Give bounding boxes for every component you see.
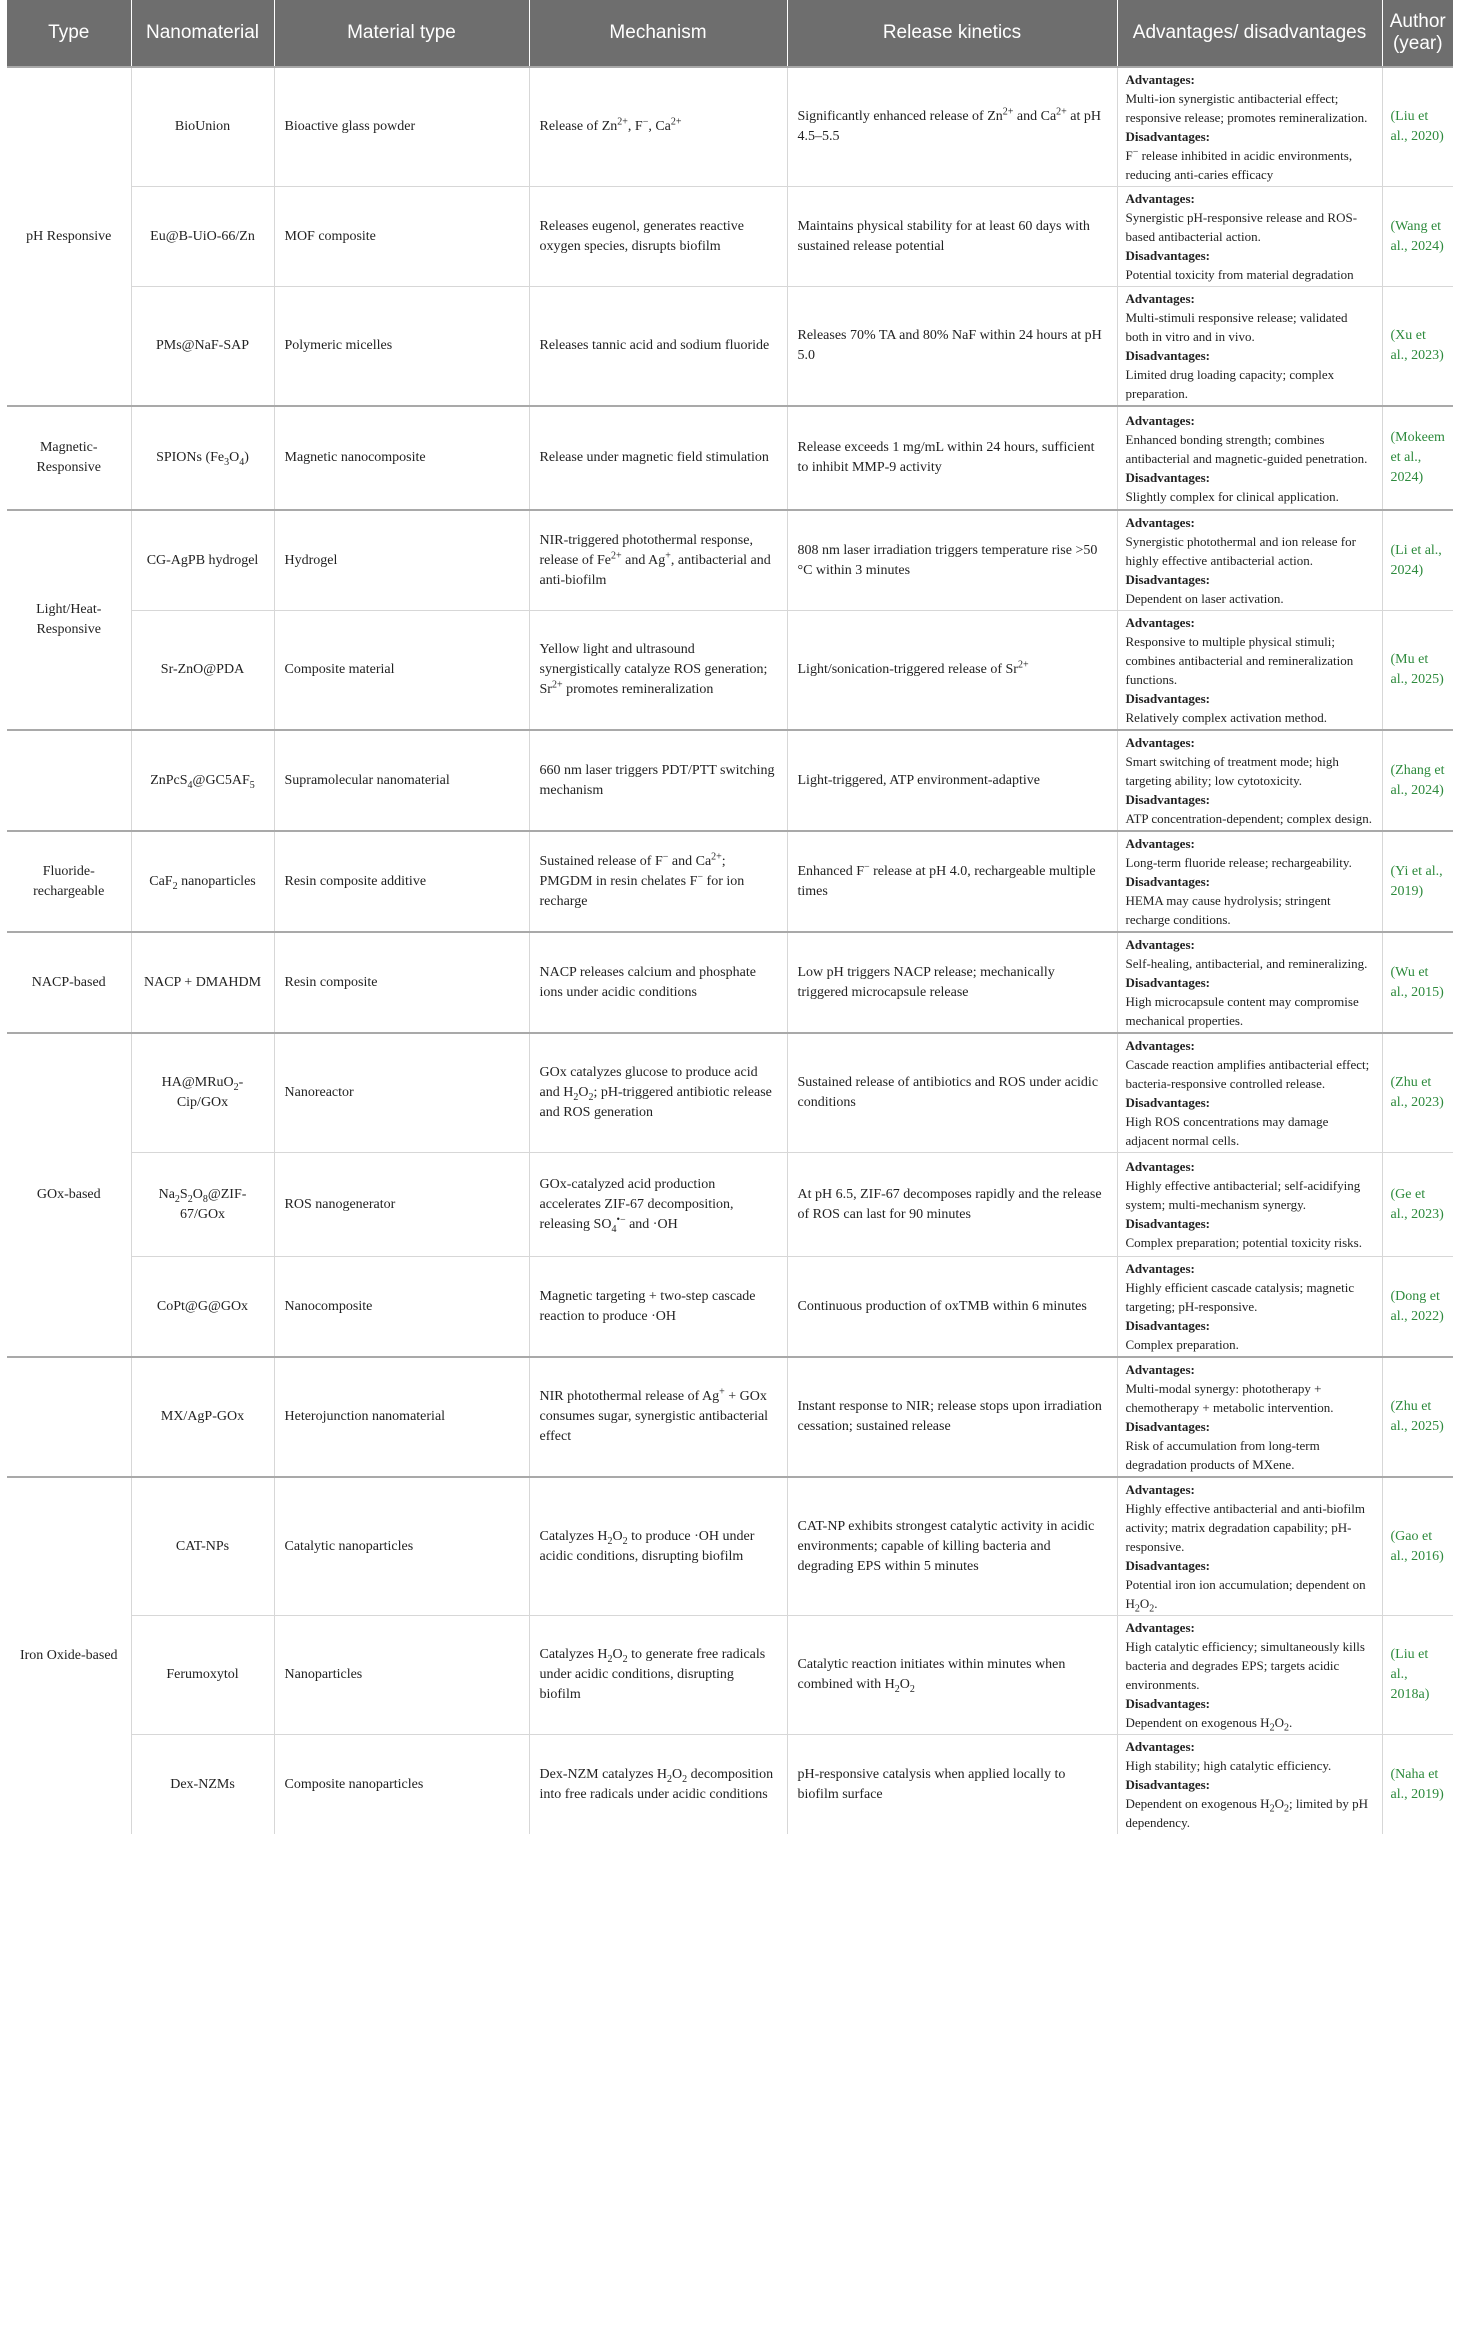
release-kinetics-cell: Low pH triggers NACP release; mechanically triggered microcapsule release xyxy=(787,932,1117,1033)
type-cell: Fluoride-rechargeable xyxy=(7,831,131,932)
release-kinetics-cell: Release exceeds 1 mg/mL within 24 hours, sufficient to inhibit MMP-9 activity xyxy=(787,406,1117,510)
nanomaterial-cell: Eu@B-UiO-66/Zn xyxy=(131,187,274,287)
disadvantages-text: Relatively complex activation method. xyxy=(1125,710,1327,725)
table-row xyxy=(7,1616,1453,1735)
disadvantages-label: Disadvantages: xyxy=(1125,1419,1211,1434)
material-type-cell: Catalytic nanoparticles xyxy=(274,1477,529,1616)
material-type-cell: MOF composite xyxy=(274,187,529,287)
mechanism-cell: Releases tannic acid and sodium fluoride xyxy=(529,287,787,407)
advantages-text: Highly effective antibacterial and anti-biofilm activity; matrix degradation capability; pH-responsive. xyxy=(1125,1501,1365,1554)
advantages-text: Cascade reaction amplifies antibacterial effect; bacteria-responsive controlled release. xyxy=(1125,1057,1370,1091)
advantages-cell xyxy=(1117,187,1382,287)
nanomaterial-cell: Dex-NZMs xyxy=(131,1735,274,1835)
release-kinetics-cell: Significantly enhanced release of $Zn^{2+}$ and $Ca^{2+}$ at pH 4.5–5.5 xyxy=(787,67,1117,187)
disadvantages-text: Dependent on exogenous $H_2O_2$. xyxy=(1125,1715,1293,1734)
author-citation-link[interactable]: (Zhang et al., 2024) xyxy=(1382,730,1453,831)
type-cell: Light/Heat-Responsive xyxy=(7,510,131,730)
advantages-text: Self-healing, antibacterial, and remineralizing. xyxy=(1125,956,1368,971)
advantages-cell xyxy=(1117,1153,1382,1257)
disadvantages-label: Disadvantages: xyxy=(1125,572,1211,587)
column-header: Nanomaterial xyxy=(131,0,274,67)
material-type-cell: Heterojunction nanomaterial xyxy=(274,1357,529,1477)
advantages-label: Advantages: xyxy=(1125,615,1195,630)
advantages-text: Highly efficient cascade catalysis; magnetic targeting; pH-responsive. xyxy=(1125,1280,1355,1314)
author-citation-link[interactable]: (Xu et al., 2023) xyxy=(1382,287,1453,407)
type-cell: Magnetic-Responsive xyxy=(7,406,131,510)
author-citation-link[interactable]: (Yi et al., 2019) xyxy=(1382,831,1453,932)
table-row xyxy=(7,67,1453,187)
advantages-cell xyxy=(1117,932,1382,1033)
disadvantages-text: HEMA may cause hydrolysis; stringent recharge conditions. xyxy=(1125,893,1331,927)
table-row xyxy=(7,1153,1453,1257)
table-row xyxy=(7,187,1453,287)
disadvantages-label: Disadvantages: xyxy=(1125,1318,1211,1333)
disadvantages-text: High ROS concentrations may damage adjacent normal cells. xyxy=(1125,1114,1329,1148)
advantages-cell xyxy=(1117,1735,1382,1835)
advantages-label: Advantages: xyxy=(1125,1362,1195,1377)
advantages-text: High catalytic efficiency; simultaneously kills bacteria and degrades EPS; targets acidic environments. xyxy=(1125,1639,1365,1692)
mechanism-cell: Release of $Zn^{2+}$, F−, $Ca^{2+}$ xyxy=(529,67,787,187)
advantages-label: Advantages: xyxy=(1125,1482,1195,1497)
disadvantages-text: ATP concentration-dependent; complex design. xyxy=(1125,811,1372,826)
type-cell xyxy=(7,1357,131,1477)
column-header: Material type xyxy=(274,0,529,67)
disadvantages-text: Complex preparation; potential toxicity risks. xyxy=(1125,1235,1362,1250)
advantages-label: Advantages: xyxy=(1125,1261,1195,1276)
mechanism-cell: Sustained release of F− and $Ca^{2+}$; PMGDM in resin chelates F− for ion recharge xyxy=(529,831,787,932)
disadvantages-label: Disadvantages: xyxy=(1125,874,1211,889)
nanomaterial-cell: CoPt@G@GOx xyxy=(131,1257,274,1358)
nanomaterial-cell: Sr-ZnO@PDA xyxy=(131,611,274,731)
advantages-label: Advantages: xyxy=(1125,1620,1195,1635)
disadvantages-label: Disadvantages: xyxy=(1125,1095,1211,1110)
table-row xyxy=(7,406,1453,510)
disadvantages-text: Limited drug loading capacity; complex preparation. xyxy=(1125,367,1335,401)
advantages-text: Responsive to multiple physical stimuli; combines antibacterial and remineralization functions. xyxy=(1125,634,1354,687)
disadvantages-label: Disadvantages: xyxy=(1125,1777,1211,1792)
release-kinetics-cell: CAT-NP exhibits strongest catalytic activity in acidic environments; capable of killing bacteria and degrading EPS within 5 minutes xyxy=(787,1477,1117,1616)
advantages-cell xyxy=(1117,1257,1382,1358)
material-type-cell: Composite nanoparticles xyxy=(274,1735,529,1835)
advantages-cell xyxy=(1117,510,1382,611)
mechanism-cell: Magnetic targeting + two-step cascade reaction to produce ·OH xyxy=(529,1257,787,1358)
release-kinetics-cell: Light-triggered, ATP environment-adaptive xyxy=(787,730,1117,831)
advantages-label: Advantages: xyxy=(1125,412,1195,428)
advantages-cell xyxy=(1117,1357,1382,1477)
advantages-label: Advantages: xyxy=(1125,72,1195,87)
release-kinetics-cell: pH-responsive catalysis when applied locally to biofilm surface xyxy=(787,1735,1117,1835)
release-kinetics-cell: Sustained release of antibiotics and ROS under acidic conditions xyxy=(787,1033,1117,1153)
disadvantages-label: Disadvantages: xyxy=(1125,1696,1211,1711)
nanomaterial-cell: SPIONs $(Fe_3O_4)$ xyxy=(131,406,274,510)
advantages-text: Multi-stimuli responsive release; validated both in vitro and in vivo. xyxy=(1125,310,1348,344)
nanomaterial-cell: MX/AgP-GOx xyxy=(131,1357,274,1477)
table-row xyxy=(7,932,1453,1033)
disadvantages-label: Disadvantages: xyxy=(1125,792,1211,807)
author-citation-link[interactable]: (Liu et al., 2018a) xyxy=(1382,1616,1453,1735)
mechanism-cell: Catalyzes $H_2O_2$ to generate free radicals under acidic conditions, disrupting biofilm xyxy=(529,1616,787,1735)
disadvantages-label: Disadvantages: xyxy=(1125,1216,1211,1231)
author-citation-link[interactable]: (Ge et al., 2023) xyxy=(1382,1153,1453,1257)
disadvantages-text: Potential toxicity from material degradation xyxy=(1125,267,1354,282)
advantages-text: Synergistic photothermal and ion release for highly effective antibacterial action. xyxy=(1125,534,1356,568)
nanomaterial-cell: CAT-NPs xyxy=(131,1477,274,1616)
disadvantages-label: Disadvantages: xyxy=(1125,691,1211,706)
author-citation-link[interactable]: (Liu et al., 2020) xyxy=(1382,67,1453,187)
nanomaterial-cell: $Na_2S_2O_8@ZIF-67$/GOx xyxy=(131,1153,274,1257)
advantages-cell xyxy=(1117,611,1382,731)
release-kinetics-cell: Catalytic reaction initiates within minutes when combined with $H_2O_2$ xyxy=(787,1616,1117,1735)
release-kinetics-cell: At pH 6.5, ZIF-67 decomposes rapidly and the release of ROS can last for 90 minutes xyxy=(787,1153,1117,1257)
table-row xyxy=(7,1357,1453,1477)
advantages-text: Enhanced bonding strength; combines antibacterial and magnetic-guided penetration. xyxy=(1125,431,1368,466)
advantages-text: Synergistic pH-responsive release and ROS-based antibacterial action. xyxy=(1125,210,1358,244)
author-citation-link[interactable]: (Gao et al., 2016) xyxy=(1382,1477,1453,1616)
nanomaterial-table xyxy=(7,0,1453,1834)
advantages-cell xyxy=(1117,1033,1382,1153)
material-type-cell: Composite material xyxy=(274,611,529,731)
advantages-label: Advantages: xyxy=(1125,735,1195,750)
disadvantages-text: Dependent on laser activation. xyxy=(1125,591,1284,606)
advantages-text: Smart switching of treatment mode; high targeting ability; low cytotoxicity. xyxy=(1125,754,1339,788)
advantages-text: High stability; high catalytic efficiency. xyxy=(1125,1758,1332,1773)
advantages-cell xyxy=(1117,1616,1382,1735)
author-citation-link[interactable]: (Wang et al., 2024) xyxy=(1382,187,1453,287)
advantages-cell xyxy=(1117,287,1382,407)
advantages-label: Advantages: xyxy=(1125,1739,1195,1754)
table-row xyxy=(7,1033,1453,1153)
column-header: Advantages/ disadvantages xyxy=(1117,0,1382,67)
material-type-cell: Resin composite additive xyxy=(274,831,529,932)
column-header: Author (year) xyxy=(1382,0,1453,67)
author-citation-link[interactable]: (Mu et al., 2025) xyxy=(1382,611,1453,731)
material-type-cell: Supramolecular nanomaterial xyxy=(274,730,529,831)
author-citation-link[interactable]: (Zhu et al., 2025) xyxy=(1382,1357,1453,1477)
release-kinetics-cell: Enhanced F− release at pH 4.0, rechargeable multiple times xyxy=(787,831,1117,932)
material-type-cell: Bioactive glass powder xyxy=(274,67,529,187)
mechanism-cell: NIR photothermal release of Ag+ + GOx consumes sugar, synergistic antibacterial effect xyxy=(529,1357,787,1477)
mechanism-cell: NIR-triggered photothermal response, release of $Fe^{2+}$ and Ag+, antibacterial and anti-biofilm xyxy=(529,510,787,611)
nanomaterial-cell: CaF$_2$ nanoparticles xyxy=(131,831,274,932)
disadvantages-text: Complex preparation. xyxy=(1125,1337,1239,1352)
disadvantages-label: Disadvantages: xyxy=(1125,129,1211,144)
advantages-label: Advantages: xyxy=(1125,836,1195,851)
mechanism-cell: Dex-NZM catalyzes $H_2O_2$ decomposition into free radicals under acidic conditions xyxy=(529,1735,787,1835)
author-citation-link[interactable]: (Naha et al., 2019) xyxy=(1382,1735,1453,1835)
disadvantages-text: F− release inhibited in acidic environments, reducing anti-caries efficacy xyxy=(1125,146,1353,182)
table-row xyxy=(7,510,1453,611)
table-row xyxy=(7,831,1453,932)
advantages-label: Advantages: xyxy=(1125,937,1195,952)
disadvantages-label: Disadvantages: xyxy=(1125,348,1211,363)
type-cell: NACP-based xyxy=(7,932,131,1033)
advantages-label: Advantages: xyxy=(1125,1159,1195,1174)
type-cell: GOx-based xyxy=(7,1033,131,1357)
advantages-text: Highly effective antibacterial; self-acidifying system; multi-mechanism synergy. xyxy=(1125,1178,1361,1212)
disadvantages-text: Potential iron ion accumulation; dependent on $H_2O_2$. xyxy=(1125,1577,1366,1615)
table-row xyxy=(7,1257,1453,1358)
advantages-cell xyxy=(1117,67,1382,187)
nanomaterial-cell: $ZnPcS_4@GC5AF_5$ xyxy=(131,730,274,831)
advantages-label: Advantages: xyxy=(1125,1038,1195,1053)
type-cell xyxy=(7,730,131,831)
material-type-cell: Hydrogel xyxy=(274,510,529,611)
mechanism-cell: Release under magnetic field stimulation xyxy=(529,406,787,510)
author-citation-link[interactable]: (Wu et al., 2015) xyxy=(1382,932,1453,1033)
disadvantages-label: Disadvantages: xyxy=(1125,469,1211,485)
advantages-label: Advantages: xyxy=(1125,515,1195,530)
table-row xyxy=(7,730,1453,831)
material-type-cell: Nanoreactor xyxy=(274,1033,529,1153)
type-cell: pH Responsive xyxy=(7,67,131,406)
mechanism-cell: 660 nm laser triggers PDT/PTT switching mechanism xyxy=(529,730,787,831)
nanomaterial-cell: Ferumoxytol xyxy=(131,1616,274,1735)
advantages-text: Multi-modal synergy: phototherapy + chemotherapy + metabolic intervention. xyxy=(1125,1381,1334,1415)
disadvantages-text: High microcapsule content may compromise mechanical properties. xyxy=(1125,994,1359,1028)
author-citation-link[interactable]: (Dong et al., 2022) xyxy=(1382,1257,1453,1358)
table-row xyxy=(7,1477,1453,1616)
nanomaterial-cell: HA@MRuO$_2$-Cip/GOx xyxy=(131,1033,274,1153)
material-type-cell: Polymeric micelles xyxy=(274,287,529,407)
material-type-cell: Nanocomposite xyxy=(274,1257,529,1358)
material-type-cell: Nanoparticles xyxy=(274,1616,529,1735)
mechanism-cell: GOx catalyzes glucose to produce acid and $H_2O_2$; pH-triggered antibiotic release and ROS generation xyxy=(529,1033,787,1153)
author-citation-link[interactable]: (Mokeem et al., 2024) xyxy=(1382,406,1453,510)
material-type-cell: Magnetic nanocomposite xyxy=(274,406,529,510)
author-citation-link[interactable]: (Zhu et al., 2023) xyxy=(1382,1033,1453,1153)
advantages-cell xyxy=(1117,831,1382,932)
disadvantages-text: Risk of accumulation from long-term degradation products of MXene. xyxy=(1125,1438,1320,1472)
mechanism-cell: Releases eugenol, generates reactive oxygen species, disrupts biofilm xyxy=(529,187,787,287)
mechanism-cell: Yellow light and ultrasound synergistically catalyze ROS generation; $Sr^{2+}$ promotes remineralization xyxy=(529,611,787,731)
author-citation-link[interactable]: (Li et al., 2024) xyxy=(1382,510,1453,611)
advantages-label: Advantages: xyxy=(1125,191,1195,206)
nanomaterial-cell: CG-AgPB hydrogel xyxy=(131,510,274,611)
table-header xyxy=(7,0,1453,67)
table-body xyxy=(7,67,1453,1834)
mechanism-cell: GOx-catalyzed acid production accelerates ZIF-67 decomposition, releasing $SO_4^{•-}$ and ·OH xyxy=(529,1153,787,1257)
nanomaterial-cell: PMs@NaF-SAP xyxy=(131,287,274,407)
release-kinetics-cell: Instant response to NIR; release stops upon irradiation cessation; sustained release xyxy=(787,1357,1117,1477)
mechanism-cell: NACP releases calcium and phosphate ions under acidic conditions xyxy=(529,932,787,1033)
release-kinetics-cell: Light/sonication-triggered release of $Sr^{2+}$ xyxy=(787,611,1117,731)
release-kinetics-cell: 808 nm laser irradiation triggers temperature rise >50 °C within 3 minutes xyxy=(787,510,1117,611)
table-row xyxy=(7,287,1453,407)
column-header: Mechanism xyxy=(529,0,787,67)
advantages-cell xyxy=(1117,406,1382,510)
material-type-cell: ROS nanogenerator xyxy=(274,1153,529,1257)
column-header: Type xyxy=(7,0,131,67)
advantages-text: Long-term fluoride release; rechargeability. xyxy=(1125,855,1352,870)
table-row xyxy=(7,611,1453,731)
release-kinetics-cell: Releases 70% TA and 80% NaF within 24 hours at pH 5.0 xyxy=(787,287,1117,407)
table-row xyxy=(7,1735,1453,1835)
nanomaterial-cell: BioUnion xyxy=(131,67,274,187)
release-kinetics-cell: Continuous production of oxTMB within 6 minutes xyxy=(787,1257,1117,1358)
disadvantages-label: Disadvantages: xyxy=(1125,248,1211,263)
nanomaterial-cell: NACP + DMAHDM xyxy=(131,932,274,1033)
column-header: Release kinetics xyxy=(787,0,1117,67)
disadvantages-text: Dependent on exogenous $H_2O_2$; limited by pH dependency. xyxy=(1125,1796,1369,1830)
type-cell: Iron Oxide-based xyxy=(7,1477,131,1834)
disadvantages-label: Disadvantages: xyxy=(1125,975,1211,990)
advantages-cell xyxy=(1117,1477,1382,1616)
disadvantages-text: Slightly complex for clinical application. xyxy=(1125,488,1339,504)
release-kinetics-cell: Maintains physical stability for at least 60 days with sustained release potential xyxy=(787,187,1117,287)
advantages-text: Multi-ion synergistic antibacterial effect; responsive release; promotes remineralization. xyxy=(1125,91,1368,125)
material-type-cell: Resin composite xyxy=(274,932,529,1033)
advantages-cell xyxy=(1117,730,1382,831)
mechanism-cell: Catalyzes $H_2O_2$ to produce ·OH under acidic conditions, disrupting biofilm xyxy=(529,1477,787,1616)
disadvantages-label: Disadvantages: xyxy=(1125,1558,1211,1573)
advantages-label: Advantages: xyxy=(1125,291,1195,306)
